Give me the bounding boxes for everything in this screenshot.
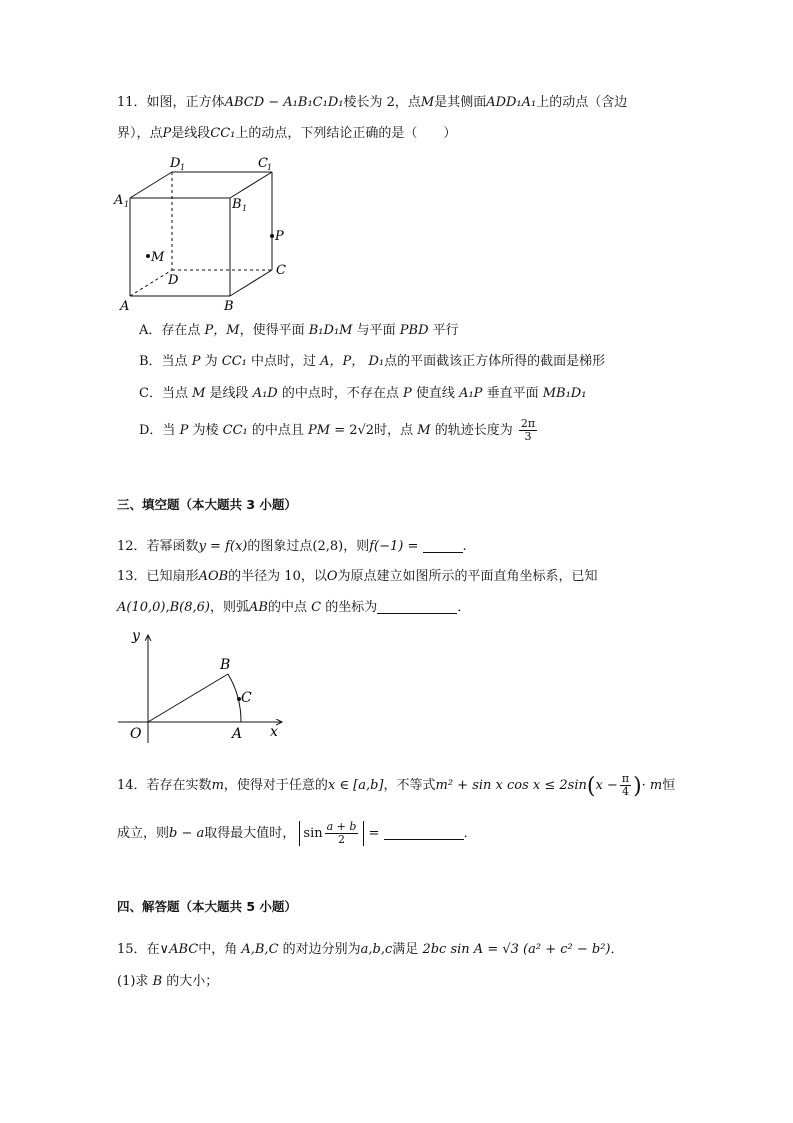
math-c: C: [311, 600, 322, 615]
opt-text: 为棱: [192, 423, 219, 438]
math-face: ADD₁A₁: [486, 95, 537, 110]
q14-text: ，不等式: [383, 778, 436, 793]
math-sides: a,b,c: [360, 942, 393, 957]
option-b: [139, 352, 605, 372]
label-d1: D: [170, 156, 181, 171]
math-coords: A(10,0),B(8,6): [117, 600, 210, 615]
math-m: M: [192, 386, 206, 401]
frac-num: π: [621, 772, 630, 785]
label-d: D: [168, 273, 179, 288]
label-a1-sub: 1: [124, 200, 130, 209]
frac-num: a + b: [326, 820, 357, 833]
q13-text: 的半径为 10，以: [228, 569, 327, 584]
opt-text: ，使得平面: [239, 323, 305, 338]
opt-text: 时，点: [374, 423, 414, 438]
label-b1: B: [232, 197, 242, 212]
q14-text: 取得最大值时，: [204, 826, 296, 841]
q11-text: 上的动点（含边: [536, 95, 628, 110]
math-tail: · m: [641, 778, 663, 793]
paren-open: (: [586, 774, 596, 799]
math-pm: P，M: [204, 323, 240, 338]
question-number: 11．: [117, 95, 147, 110]
label-x: x: [270, 724, 278, 740]
question-number: 12．: [117, 539, 147, 554]
frac-den: 4: [621, 785, 629, 798]
abs-value: [299, 821, 364, 846]
label-a1: A: [114, 193, 124, 208]
q14-text: ，使得对于任意的: [223, 778, 328, 793]
math-sin: sin: [303, 826, 323, 841]
opt-text: 是线段: [209, 386, 249, 401]
math-x: x −: [595, 778, 618, 793]
math-m: M: [420, 95, 435, 110]
option-c: [139, 384, 586, 404]
q14-end: ．: [463, 826, 477, 841]
label-a: A: [232, 726, 243, 742]
fraction-2pi-3: [519, 418, 537, 443]
q13-text: ，则弧: [209, 600, 249, 615]
label-c1: C: [258, 156, 268, 171]
opt-text: 中点时，过: [251, 354, 317, 369]
q14-text: 恒: [662, 778, 676, 793]
math-points: A，P，: [320, 354, 365, 369]
q12-text: 若幂函数: [146, 539, 199, 554]
answer-blank[interactable]: [423, 538, 463, 553]
q13-text: 的中点: [267, 600, 307, 615]
math-angles: A,B,C: [241, 942, 279, 957]
math-p: P: [191, 354, 201, 369]
fraction-pi-4: [620, 773, 631, 798]
option-d: [139, 418, 539, 443]
q12-line: [117, 537, 467, 557]
cube-figure: [110, 150, 300, 315]
q11-text: 是其侧面: [434, 95, 487, 110]
math-aob: AOB: [198, 569, 229, 584]
math-plane: PBD: [399, 323, 429, 338]
math-b: B: [152, 974, 163, 989]
math-segment: CC₁: [221, 354, 247, 369]
frac-den: 3: [524, 430, 532, 443]
q15-text: 的大小；: [166, 974, 219, 989]
radius-ob: [148, 674, 228, 722]
point-p: [270, 234, 274, 238]
math-eq: 2bc sin A = √3 (a² + c² − b²): [422, 942, 611, 957]
opt-text: 垂直平面: [486, 386, 539, 401]
q13-line2: [117, 598, 470, 618]
math-segment: A₁D: [252, 386, 278, 401]
q11-text: 是线段: [171, 126, 211, 141]
q15-part1: (1)求: [117, 974, 149, 989]
opt-text: A．存在点: [139, 323, 201, 338]
math-plane: B₁D₁M: [308, 323, 353, 338]
opt-text: 的中点时，不存在点: [281, 386, 399, 401]
q13-text: 的坐标为: [325, 600, 378, 615]
frac-den: 2: [338, 833, 346, 846]
question-number: 15．: [117, 942, 147, 957]
opt-text: B．当点: [139, 354, 188, 369]
math-p: P: [179, 423, 189, 438]
q11-line2: [117, 124, 456, 144]
q11-text: 界），点: [117, 126, 163, 141]
label-b1-sub: 1: [242, 204, 248, 213]
label-p: P: [275, 229, 284, 244]
label-m: M: [151, 250, 165, 265]
q13-line1: [117, 567, 598, 587]
paren-close: ): [633, 774, 642, 799]
math-pm: PM: [308, 423, 331, 438]
label-b: B: [224, 299, 234, 314]
opt-text: 为: [204, 354, 218, 369]
option-a: [139, 321, 459, 341]
label-y: y: [132, 628, 140, 644]
math-eq: =: [364, 826, 380, 841]
math-eq: = 2√2: [330, 423, 375, 438]
math-func: y = f(x): [198, 539, 248, 554]
q15-text: 在∨: [146, 942, 170, 957]
section-3-title: 三、填空题（本大题共 3 小题）: [117, 497, 297, 512]
math-d1: D₁: [368, 354, 385, 369]
q11-line1: [117, 93, 627, 113]
label-o: O: [130, 726, 142, 742]
q15-end: ．: [610, 942, 624, 957]
opt-text: 的中点且: [251, 423, 304, 438]
q12-text: 的图象过点: [247, 539, 313, 554]
q12-text: ，则: [343, 539, 370, 554]
math-m: M: [417, 423, 431, 438]
fraction-apb-2: [325, 821, 359, 846]
math-p: P: [403, 386, 412, 401]
q13-text: 为原点建立如图所示的平面直角坐标系，已知: [337, 569, 598, 584]
question-number: 13．: [117, 569, 147, 584]
opt-text: 点的平面截该正方体所得的截面是梯形: [384, 354, 606, 369]
opt-text: 的轨迹长度为: [434, 423, 513, 438]
math-o: O: [326, 569, 338, 584]
math-abc: ABC: [169, 942, 199, 957]
math-cube: ABCD: [224, 95, 265, 110]
label-c: C: [241, 690, 252, 706]
sector-figure: [110, 625, 300, 750]
math-ineq: m² + sin x cos x ≤ 2sin: [435, 778, 587, 793]
label-a: A: [120, 299, 130, 314]
q13-text: 已知扇形: [146, 569, 199, 584]
opt-text: C．当点: [139, 386, 188, 401]
label-c: C: [276, 263, 286, 278]
q12-end: .: [462, 539, 467, 554]
math-arc: AB: [249, 600, 268, 615]
math-cube1: A₁B₁C₁D₁: [283, 95, 344, 110]
frac-num: 2π: [520, 417, 536, 430]
math-m: m: [211, 778, 224, 793]
q15-line2: [117, 972, 218, 992]
q13-end: ．: [457, 600, 471, 615]
label-c1-sub: 1: [267, 163, 273, 172]
q15-line1: [117, 940, 624, 960]
math-bma: b − a: [169, 826, 205, 841]
q15-text: 的对边分别为: [282, 942, 361, 957]
math-dash: −: [264, 95, 284, 110]
math-expr: f(−1) =: [369, 539, 419, 554]
question-number: 14．: [117, 778, 147, 793]
q14-line2: [117, 821, 477, 846]
opt-text: 使直线: [415, 386, 455, 401]
q14-text: 成立，则: [117, 826, 170, 841]
q15-text: 满足: [392, 942, 419, 957]
label-d1-sub: 1: [180, 163, 186, 172]
math-set: x ∈ [a,b]: [327, 778, 384, 793]
math-p: P: [162, 126, 172, 141]
math-point: (2,8): [312, 539, 344, 554]
math-segment: CC₁: [210, 126, 236, 141]
point-m: [146, 254, 150, 258]
label-b: B: [220, 657, 231, 673]
q11-text: 如图，正方体: [146, 95, 225, 110]
opt-text: D．当: [139, 423, 176, 438]
q11-text: 棱长为 2，点: [343, 95, 421, 110]
q14-line1: [117, 773, 675, 798]
q14-text: 若存在实数: [146, 778, 212, 793]
q15-text: 中，角: [198, 942, 238, 957]
answer-blank[interactable]: [384, 825, 464, 840]
opt-text: 平行: [432, 323, 459, 338]
answer-blank[interactable]: [377, 599, 457, 614]
math-line: A₁P: [459, 386, 483, 401]
opt-text: 与平面: [356, 323, 396, 338]
math-segment: CC₁: [222, 423, 248, 438]
math-plane: MB₁D₁: [542, 386, 587, 401]
section-4-title: 四、解答题（本大题共 5 小题）: [117, 899, 297, 914]
q11-text: 上的动点，下列结论正确的是（ ）: [235, 126, 457, 141]
